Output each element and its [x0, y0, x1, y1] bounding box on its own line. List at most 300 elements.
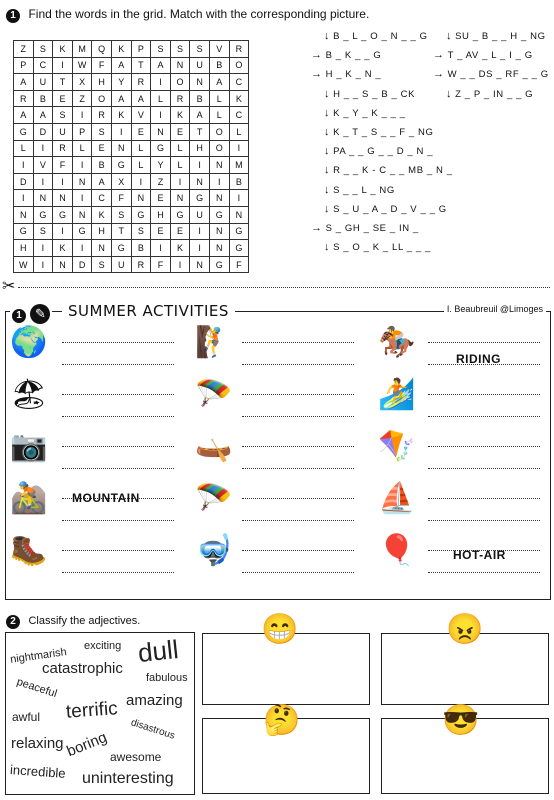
grid-cell[interactable]: N	[92, 240, 112, 257]
adjective-word[interactable]: fabulous	[146, 672, 188, 684]
grid-cell[interactable]: H	[151, 206, 171, 223]
grid-row	[14, 74, 249, 91]
answer-line[interactable]	[242, 572, 354, 573]
grid-cell[interactable]: F	[92, 57, 112, 74]
answer-line[interactable]	[62, 520, 174, 521]
arrow-down-icon: ↓	[446, 30, 453, 42]
arrow-down-icon: ↓	[324, 145, 331, 158]
grid-cell[interactable]: I	[72, 190, 92, 207]
answer-line[interactable]	[62, 446, 174, 447]
arrow-right-icon: →	[311, 68, 323, 81]
zip-line-icon: 🪂	[195, 378, 233, 411]
grid-cell[interactable]: R	[131, 74, 151, 91]
section-instruction: Find the words in the grid. Match with the corresponding picture.	[28, 7, 370, 21]
grid-cell[interactable]: O	[229, 57, 249, 74]
grid-cell[interactable]: E	[151, 190, 171, 207]
grid-cell[interactable]: I	[151, 240, 171, 257]
hint-mountain: MOUNTAIN	[72, 491, 140, 505]
arrow-down-icon: ↓	[324, 126, 331, 138]
grinning-face-icon: 😁	[261, 613, 299, 646]
grid-cell[interactable]: U	[111, 256, 131, 273]
pencil-icon: ✎	[30, 304, 50, 324]
clue-item	[311, 222, 419, 234]
grid-cell[interactable]: F	[229, 256, 249, 273]
thinking-face-icon: 🤔	[263, 704, 301, 737]
photographer-icon: 📷	[10, 430, 48, 463]
grid-cell[interactable]: L	[72, 140, 92, 157]
scissors-icon: ✂	[2, 278, 16, 295]
grid-cell[interactable]: I	[151, 74, 171, 91]
grid-cell[interactable]: V	[131, 107, 151, 124]
grid-cell[interactable]: I	[72, 240, 92, 257]
grid-cell[interactable]: O	[209, 140, 229, 157]
answer-line[interactable]	[62, 416, 174, 417]
grid-cell[interactable]: Y	[151, 157, 171, 174]
sunbathing-icon: 🏖	[10, 378, 49, 411]
answer-line[interactable]	[428, 572, 540, 573]
grid-row	[14, 123, 249, 140]
arrow-right-icon: →	[433, 49, 445, 62]
activities-header-icons	[10, 304, 52, 324]
grid-cell[interactable]: B	[190, 90, 210, 107]
grid-cell[interactable]: C	[33, 57, 53, 74]
grid-cell[interactable]: B	[229, 173, 249, 190]
clue-text: K _ Y _ K _ _ _	[333, 107, 406, 119]
grid-cell[interactable]: O	[170, 74, 190, 91]
grid-cell[interactable]: E	[53, 90, 73, 107]
grid-cell[interactable]: E	[170, 223, 190, 240]
answer-line[interactable]	[62, 342, 174, 343]
grid-cell[interactable]: I	[111, 123, 131, 140]
grid-cell[interactable]: L	[209, 107, 229, 124]
answer-line[interactable]	[62, 394, 174, 395]
grid-cell[interactable]: K	[53, 41, 73, 58]
grid-cell[interactable]: I	[190, 157, 210, 174]
arrow-down-icon: ↓	[446, 87, 453, 100]
grid-cell[interactable]: I	[209, 173, 229, 190]
grid-row	[14, 173, 249, 190]
grid-cell[interactable]: Z	[151, 173, 171, 190]
grid-row	[14, 107, 249, 124]
grid-cell[interactable]: G	[151, 140, 171, 157]
grid-cell[interactable]: R	[14, 90, 34, 107]
answer-line[interactable]	[62, 364, 174, 365]
grid-cell[interactable]: L	[229, 123, 249, 140]
grid-cell[interactable]: S	[33, 41, 53, 58]
grid-row	[14, 157, 249, 174]
grid-cell[interactable]: T	[111, 223, 131, 240]
grid-cell[interactable]: I	[14, 157, 34, 174]
grid-cell[interactable]: N	[209, 157, 229, 174]
grid-cell[interactable]: R	[92, 107, 112, 124]
grid-cell[interactable]: K	[92, 206, 112, 223]
grid-cell[interactable]: I	[170, 173, 190, 190]
grid-cell[interactable]: K	[111, 41, 131, 58]
arrow-down-icon: ↓	[324, 164, 331, 177]
section-number: 2	[6, 615, 20, 629]
clue-text: PA _ _ G _ _ D _ N _	[333, 146, 434, 158]
grid-cell[interactable]: G	[170, 206, 190, 223]
horse-riding-icon: 🏇	[378, 326, 416, 359]
credit-text: I. Beaubreuil @Limoges	[444, 304, 546, 314]
grid-cell[interactable]: H	[14, 240, 34, 257]
clue-item	[433, 49, 533, 61]
grid-cell[interactable]: R	[170, 90, 190, 107]
grid-cell[interactable]: G	[209, 206, 229, 223]
clue-item	[446, 30, 546, 42]
clue-item	[324, 203, 447, 215]
grid-cell[interactable]: N	[53, 190, 73, 207]
adjective-word[interactable]: awesome	[110, 750, 162, 764]
grid-cell[interactable]: S	[131, 223, 151, 240]
grid-cell[interactable]: H	[92, 74, 112, 91]
grid-cell[interactable]: A	[14, 74, 34, 91]
grid-cell[interactable]: T	[131, 57, 151, 74]
clue-item	[324, 30, 428, 42]
grid-cell[interactable]: N	[72, 206, 92, 223]
clue-item	[446, 88, 533, 100]
grid-cell[interactable]: U	[33, 74, 53, 91]
cut-line	[18, 287, 550, 288]
clue-text: W _ _ DS _ RF _ _ G	[447, 69, 549, 81]
grid-cell[interactable]: I	[190, 240, 210, 257]
grid-cell[interactable]: N	[190, 173, 210, 190]
grid-cell[interactable]: N	[14, 206, 34, 223]
grid-cell[interactable]: G	[111, 157, 131, 174]
arrow-right-icon: →	[433, 68, 445, 81]
relaxing-deckchair-icon: 😎	[442, 704, 480, 737]
adjective-word[interactable]: nightmarish	[9, 646, 68, 666]
grid-cell[interactable]: R	[229, 41, 249, 58]
grid-cell[interactable]: G	[229, 240, 249, 257]
arrow-down-icon: ↓	[324, 241, 331, 254]
adjective-word[interactable]: boring	[64, 728, 110, 761]
grid-cell[interactable]: X	[72, 74, 92, 91]
grid-cell[interactable]: B	[131, 240, 151, 257]
adjective-word[interactable]: peaceful	[15, 675, 59, 701]
snorkeling-icon: 🤿	[195, 534, 233, 567]
grid-cell[interactable]: Y	[111, 74, 131, 91]
answer-line[interactable]	[242, 394, 354, 395]
grid-cell[interactable]: I	[33, 140, 53, 157]
grid-cell[interactable]: Z	[14, 41, 34, 58]
grid-cell[interactable]: H	[92, 223, 112, 240]
grid-cell[interactable]: I	[33, 173, 53, 190]
grid-cell[interactable]: I	[229, 140, 249, 157]
grid-cell[interactable]: G	[33, 206, 53, 223]
arrow-down-icon: ↓	[324, 183, 331, 196]
section1-header	[6, 5, 369, 23]
answer-line[interactable]	[242, 550, 354, 551]
adjective-word[interactable]: exciting	[84, 640, 122, 652]
clue-item	[324, 184, 395, 196]
arrow-right-icon: →	[311, 222, 323, 234]
grid-cell[interactable]: I	[151, 107, 171, 124]
grid-cell[interactable]: I	[170, 256, 190, 273]
answer-line[interactable]	[242, 364, 354, 365]
grid-cell[interactable]: N	[131, 190, 151, 207]
answer-line[interactable]	[242, 498, 354, 499]
clue-text: S _ O _ K _ LL _ _ _	[333, 242, 431, 254]
grid-cell[interactable]: I	[72, 107, 92, 124]
grid-cell[interactable]: N	[33, 190, 53, 207]
adjective-word[interactable]: amazing	[126, 692, 183, 709]
grid-row	[14, 57, 249, 74]
clue-item	[324, 241, 431, 253]
adjective-word[interactable]: catastrophic	[42, 660, 123, 677]
clue-text: T _ AV _ L _ I _ G	[447, 50, 533, 62]
grid-cell[interactable]: L	[170, 140, 190, 157]
grid-cell[interactable]: Z	[72, 90, 92, 107]
adjective-word[interactable]: dull	[136, 633, 180, 669]
clue-text: B _ L _ O _ N _ _ G	[333, 31, 428, 42]
grid-cell[interactable]: S	[151, 41, 171, 58]
grid-cell[interactable]: A	[33, 107, 53, 124]
grid-cell[interactable]: U	[190, 206, 210, 223]
grid-cell[interactable]: L	[131, 157, 151, 174]
grid-cell[interactable]: B	[92, 157, 112, 174]
grid-cell[interactable]: A	[131, 90, 151, 107]
windsurfing-icon: 🏄	[378, 378, 416, 411]
grid-cell[interactable]: W	[72, 57, 92, 74]
grid-cell[interactable]: T	[190, 123, 210, 140]
grid-cell[interactable]: D	[33, 123, 53, 140]
grid-cell[interactable]: A	[92, 173, 112, 190]
answer-line[interactable]	[242, 342, 354, 343]
grid-cell[interactable]: I	[33, 240, 53, 257]
grid-cell[interactable]: K	[170, 240, 190, 257]
rock-climbing-icon: 🧗	[195, 326, 233, 359]
grid-cell[interactable]: X	[111, 173, 131, 190]
grid-row	[14, 140, 249, 157]
grid-cell[interactable]: R	[131, 256, 151, 273]
grid-cell[interactable]: M	[229, 157, 249, 174]
hint-hot-air: HOT-AIR	[453, 548, 506, 562]
grid-cell[interactable]: G	[72, 223, 92, 240]
grid-row	[14, 240, 249, 257]
adjective-word[interactable]: uninteresting	[82, 770, 174, 787]
grid-cell[interactable]: S	[170, 41, 190, 58]
clue-text: S _ _ L _ NG	[333, 184, 395, 196]
grid-cell[interactable]: I	[53, 173, 73, 190]
clue-item	[324, 145, 433, 157]
clue-text: S _ GH _ SE _ IN _	[325, 223, 419, 234]
grid-cell[interactable]: G	[131, 206, 151, 223]
grid-cell[interactable]: C	[92, 190, 112, 207]
grid-cell[interactable]: I	[72, 157, 92, 174]
clue-item	[324, 126, 433, 138]
grid-cell[interactable]: L	[151, 90, 171, 107]
grid-cell[interactable]: E	[131, 123, 151, 140]
answer-line[interactable]	[242, 416, 354, 417]
grid-cell[interactable]: L	[170, 157, 190, 174]
grid-cell[interactable]: L	[209, 90, 229, 107]
grid-cell[interactable]: N	[170, 190, 190, 207]
grid-cell[interactable]: F	[53, 157, 73, 174]
grid-row	[14, 41, 249, 58]
grid-cell[interactable]: O	[92, 90, 112, 107]
angry-face-icon: 😠	[446, 613, 484, 646]
arrow-down-icon: ↓	[324, 87, 331, 100]
grid-cell[interactable]: S	[111, 206, 131, 223]
grid-row	[14, 90, 249, 107]
grid-cell[interactable]: N	[209, 240, 229, 257]
grid-cell[interactable]: I	[53, 223, 73, 240]
clue-text: H _ _ S _ B _ CK	[333, 88, 416, 100]
grid-cell[interactable]: D	[72, 256, 92, 273]
answer-line[interactable]	[428, 468, 540, 469]
activities-title: SUMMER ACTIVITIES	[62, 302, 235, 320]
grid-cell[interactable]: F	[151, 256, 171, 273]
grid-cell[interactable]: I	[53, 57, 73, 74]
arrow-down-icon: ↓	[324, 106, 331, 119]
grid-cell[interactable]: A	[151, 57, 171, 74]
clue-item	[311, 68, 381, 80]
grid-cell[interactable]: C	[229, 107, 249, 124]
grid-cell[interactable]: M	[72, 41, 92, 58]
grid-cell[interactable]: N	[209, 223, 229, 240]
grid-cell[interactable]: G	[209, 256, 229, 273]
grid-row	[14, 256, 249, 273]
answer-line[interactable]	[428, 416, 540, 417]
clue-text: H _ K _ N _	[325, 69, 382, 81]
grid-cell[interactable]: A	[14, 107, 34, 124]
grid-cell[interactable]: B	[33, 90, 53, 107]
grid-cell[interactable]: L	[131, 140, 151, 157]
grid-cell[interactable]: K	[53, 240, 73, 257]
answer-line[interactable]	[242, 520, 354, 521]
grid-cell[interactable]: H	[190, 140, 210, 157]
grid-cell[interactable]: N	[111, 140, 131, 157]
grid-cell[interactable]: F	[111, 190, 131, 207]
adjective-word[interactable]: incredible	[9, 762, 67, 781]
grid-cell[interactable]: E	[151, 223, 171, 240]
grid-cell[interactable]: N	[190, 256, 210, 273]
answer-line[interactable]	[428, 520, 540, 521]
answer-line[interactable]	[62, 550, 174, 551]
arrow-down-icon: ↓	[324, 202, 331, 215]
clue-text: S _ U _ A _ D _ V _ _ G	[333, 203, 447, 215]
grid-cell[interactable]: G	[111, 240, 131, 257]
grid-cell[interactable]: N	[190, 74, 210, 91]
grid-cell[interactable]: R	[53, 140, 73, 157]
grid-cell[interactable]: A	[111, 57, 131, 74]
grid-cell[interactable]: Q	[92, 41, 112, 58]
grid-cell[interactable]: N	[209, 190, 229, 207]
grid-cell[interactable]: S	[190, 41, 210, 58]
answer-line[interactable]	[242, 468, 354, 469]
answer-line[interactable]	[428, 498, 540, 499]
sailing-icon: ⛵	[378, 482, 416, 515]
grid-cell[interactable]: E	[170, 123, 190, 140]
grid-cell[interactable]: P	[72, 123, 92, 140]
grid-cell[interactable]: P	[14, 57, 34, 74]
hot-air-balloon-icon: 🎈	[378, 534, 416, 567]
clue-text: Z _ P _ IN _ _ G	[455, 88, 534, 100]
grid-cell[interactable]: S	[33, 223, 53, 240]
grid-cell[interactable]: A	[111, 90, 131, 107]
grid-cell[interactable]: I	[131, 173, 151, 190]
grid-cell[interactable]: G	[14, 223, 34, 240]
grid-cell[interactable]: W	[14, 256, 34, 273]
answer-line[interactable]	[62, 572, 174, 573]
grid-cell[interactable]: S	[53, 107, 73, 124]
hint-riding: RIDING	[456, 352, 501, 366]
grid-cell[interactable]: N	[151, 123, 171, 140]
section-number: 1	[6, 9, 20, 23]
grid-cell[interactable]: N	[72, 173, 92, 190]
answer-line[interactable]	[428, 394, 540, 395]
grid-cell[interactable]: D	[14, 173, 34, 190]
kitesurfing-icon: 🪁	[378, 430, 416, 463]
answer-line[interactable]	[242, 446, 354, 447]
grid-cell[interactable]: I	[33, 256, 53, 273]
answer-line[interactable]	[62, 468, 174, 469]
word-search-grid	[13, 40, 249, 273]
grid-cell[interactable]: N	[229, 206, 249, 223]
adjective-word[interactable]: awful	[12, 710, 41, 724]
section-instruction: Classify the adjectives.	[28, 615, 141, 627]
grid-cell[interactable]: A	[190, 107, 210, 124]
grid-cell[interactable]: K	[229, 90, 249, 107]
grid-cell[interactable]: K	[111, 107, 131, 124]
grid-cell[interactable]: I	[14, 190, 34, 207]
grid-cell[interactable]: K	[170, 107, 190, 124]
grid-cell[interactable]: L	[14, 140, 34, 157]
grid-row	[14, 190, 249, 207]
grid-cell[interactable]: C	[229, 74, 249, 91]
arrow-right-icon: →	[311, 49, 323, 62]
clue-text: SU _ B _ _ H _ NG	[455, 31, 546, 42]
grid-cell[interactable]: G	[14, 123, 34, 140]
grid-cell[interactable]: G	[53, 206, 73, 223]
grid-cell[interactable]: B	[209, 57, 229, 74]
grid-cell[interactable]: I	[229, 190, 249, 207]
plane-globe-icon: 🌍	[10, 326, 48, 359]
grid-cell[interactable]: U	[190, 57, 210, 74]
grid-cell[interactable]: P	[131, 41, 151, 58]
grid-cell[interactable]: G	[229, 223, 249, 240]
clue-item	[324, 88, 415, 100]
grid-cell[interactable]: I	[190, 223, 210, 240]
adjective-word[interactable]: disastrous	[129, 717, 177, 742]
grid-cell[interactable]: G	[190, 190, 210, 207]
clue-item	[311, 49, 381, 61]
answer-line[interactable]	[428, 342, 540, 343]
paragliding-icon: 🪂	[195, 482, 233, 515]
grid-cell[interactable]: V	[209, 41, 229, 58]
kayaking-icon: 🛶	[195, 430, 233, 463]
answer-line[interactable]	[428, 446, 540, 447]
grid-cell[interactable]: N	[53, 256, 73, 273]
adjective-word[interactable]: relaxing	[11, 735, 64, 752]
section2-header	[6, 611, 140, 629]
arrow-down-icon: ↓	[324, 30, 331, 42]
clue-item	[433, 68, 549, 80]
grid-cell[interactable]: E	[92, 140, 112, 157]
grid-cell[interactable]: T	[53, 74, 73, 91]
grid-cell[interactable]: V	[33, 157, 53, 174]
grid-cell[interactable]: A	[209, 74, 229, 91]
grid-cell[interactable]: S	[92, 256, 112, 273]
clue-text: R _ _ K - C _ _ MB _ N _	[333, 165, 453, 177]
grid-cell[interactable]: O	[209, 123, 229, 140]
grid-cell[interactable]: U	[53, 123, 73, 140]
grid-row	[14, 223, 249, 240]
grid-cell[interactable]: S	[92, 123, 112, 140]
grid-cell[interactable]: N	[170, 57, 190, 74]
adjective-word[interactable]: terrific	[65, 698, 119, 723]
